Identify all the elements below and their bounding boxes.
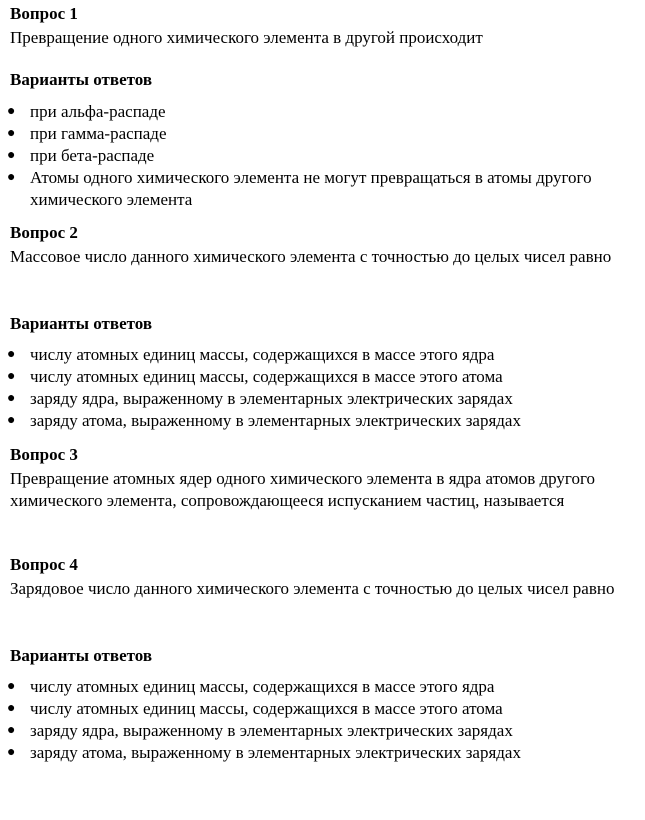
answer-item bbox=[7, 101, 645, 123]
answers-list-4 bbox=[7, 676, 645, 764]
answer-item bbox=[7, 366, 645, 388]
bullet-icon: ● bbox=[7, 413, 16, 428]
answers-list-1 bbox=[7, 101, 645, 211]
answer-text: при гамма-распаде bbox=[30, 124, 167, 143]
answer-text: числу атомных единиц массы, содержащихся в массе этого атома bbox=[30, 367, 503, 386]
answer-item bbox=[7, 344, 645, 366]
answers-section-4 bbox=[10, 645, 645, 667]
bullet-icon: ● bbox=[7, 347, 16, 362]
bullet-icon: ● bbox=[7, 745, 16, 760]
answer-text: заряду ядра, выраженному в элементарных электрических зарядах bbox=[30, 389, 513, 408]
bullet-icon: ● bbox=[7, 679, 16, 694]
answer-item bbox=[7, 123, 645, 145]
answer-text: числу атомных единиц массы, содержащихся в массе этого ядра bbox=[30, 345, 495, 364]
answers-heading: Варианты ответов bbox=[10, 70, 152, 89]
answers-section-2 bbox=[10, 313, 645, 335]
question-title: Вопрос 4 bbox=[10, 555, 78, 574]
answer-item bbox=[7, 410, 645, 432]
answer-text: числу атомных единиц массы, содержащихся в массе этого ядра bbox=[30, 677, 495, 696]
answer-item bbox=[7, 388, 645, 410]
answers-heading: Варианты ответов bbox=[10, 314, 152, 333]
bullet-icon: ● bbox=[7, 104, 16, 119]
question-3 bbox=[10, 444, 645, 512]
answer-text: числу атомных единиц массы, содержащихся в массе этого атома bbox=[30, 699, 503, 718]
question-1 bbox=[10, 3, 645, 49]
bullet-icon: ● bbox=[7, 723, 16, 738]
answer-item bbox=[7, 145, 645, 167]
bullet-icon: ● bbox=[7, 701, 16, 716]
question-text: Массовое число данного химического элемента с точностью до целых чисел равно bbox=[10, 247, 612, 266]
question-text: Зарядовое число данного химического элемента с точностью до целых чисел равно bbox=[10, 579, 615, 598]
bullet-icon: ● bbox=[7, 369, 16, 384]
question-text: Превращение одного химического элемента в другой происходит bbox=[10, 28, 483, 47]
question-2 bbox=[10, 222, 645, 268]
answers-section-1 bbox=[10, 69, 645, 91]
question-title: Вопрос 2 bbox=[10, 223, 78, 242]
answer-text: при бета-распаде bbox=[30, 146, 155, 165]
answer-item bbox=[7, 167, 645, 211]
answer-text: заряду ядра, выраженному в элементарных электрических зарядах bbox=[30, 721, 513, 740]
bullet-icon: ● bbox=[7, 148, 16, 163]
answer-item bbox=[7, 676, 645, 698]
question-title: Вопрос 1 bbox=[10, 4, 78, 23]
answers-list-2 bbox=[7, 344, 645, 432]
answer-text: Атомы одного химического элемента не могут превращаться в атомы другого химического элемента bbox=[30, 168, 592, 209]
answer-text: заряду атома, выраженному в элементарных электрических зарядах bbox=[30, 743, 521, 762]
bullet-icon: ● bbox=[7, 126, 16, 141]
question-title: Вопрос 3 bbox=[10, 445, 78, 464]
answer-text: заряду атома, выраженному в элементарных электрических зарядах bbox=[30, 411, 521, 430]
question-text: Превращение атомных ядер одного химического элемента в ядра атомов другого химического элемента, сопровождающееся испусканием частиц, называется bbox=[10, 469, 596, 510]
bullet-icon: ● bbox=[7, 170, 16, 185]
answers-heading: Варианты ответов bbox=[10, 646, 152, 665]
answer-text: при альфа-распаде bbox=[30, 102, 166, 121]
answer-item bbox=[7, 742, 645, 764]
question-4 bbox=[10, 554, 645, 600]
answer-item bbox=[7, 698, 645, 720]
bullet-icon: ● bbox=[7, 391, 16, 406]
answer-item bbox=[7, 720, 645, 742]
